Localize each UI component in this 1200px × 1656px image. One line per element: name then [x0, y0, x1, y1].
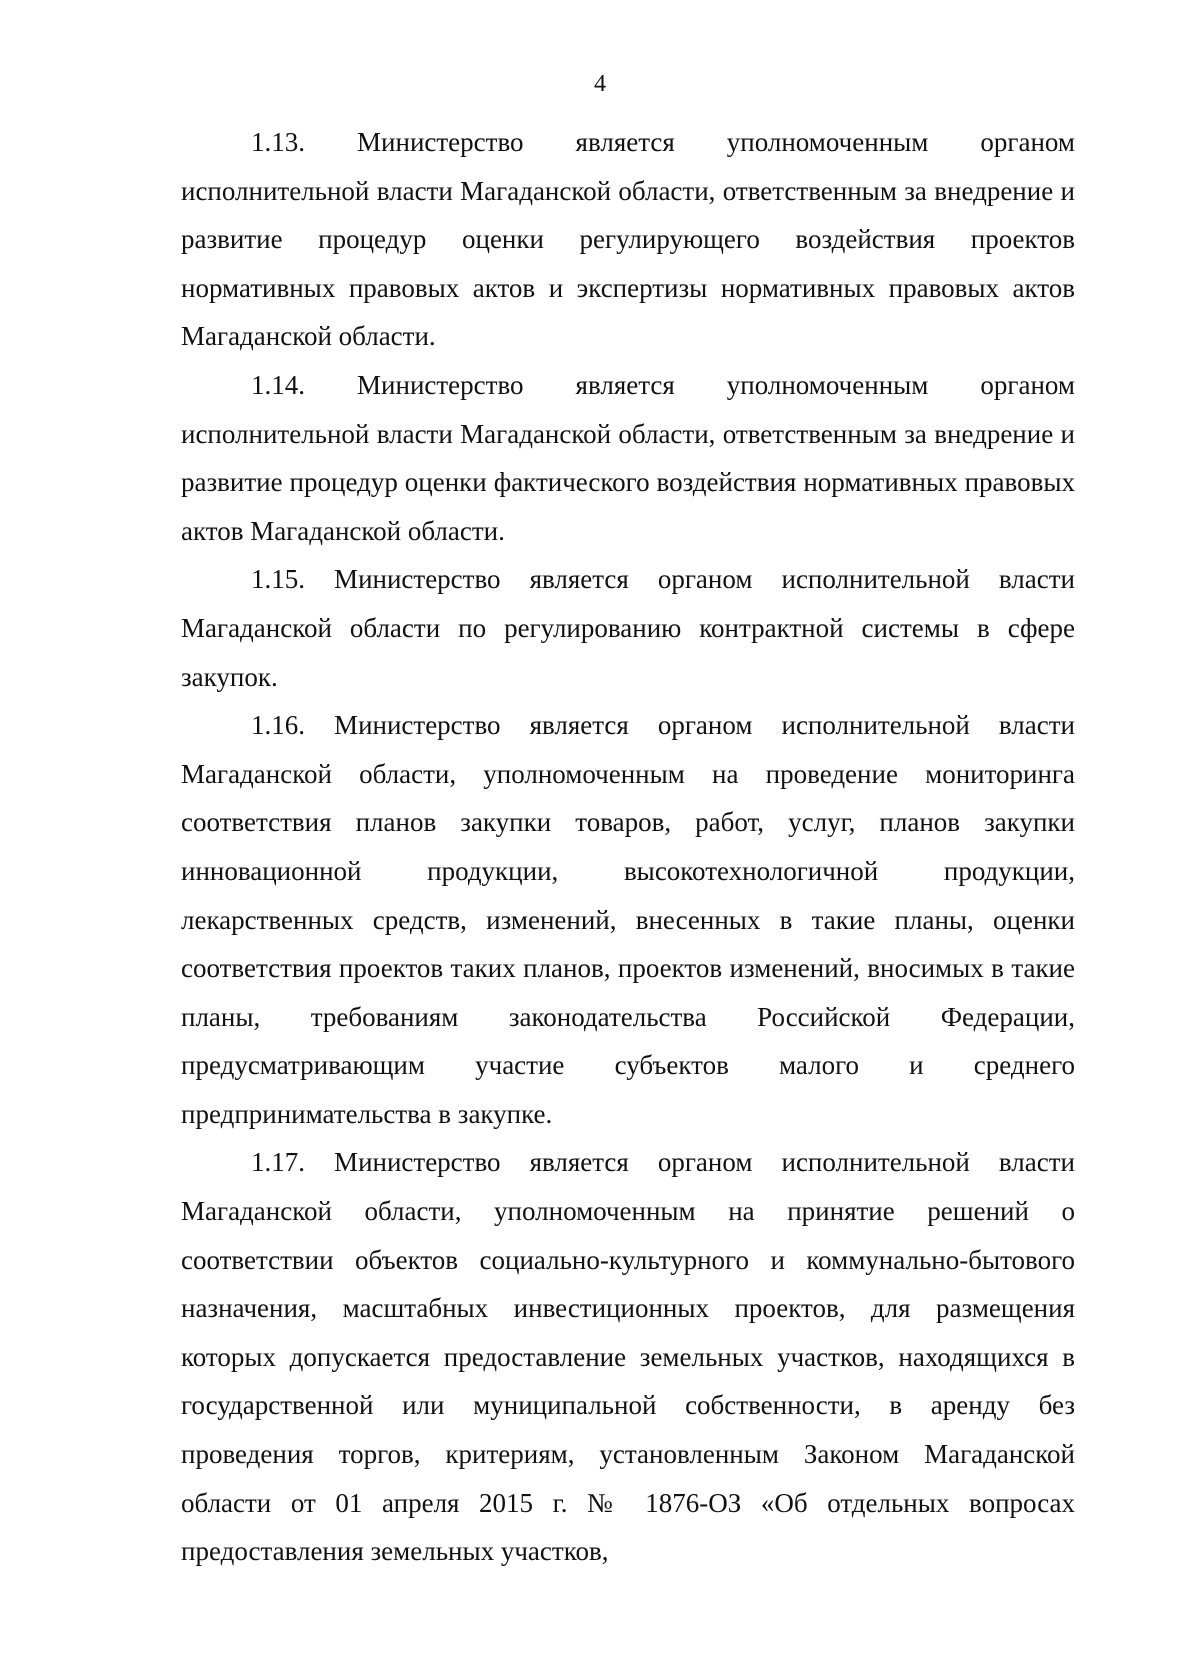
- paragraph-1-13: 1.13. Министерство является уполномоченным органом исполнительной власти Магаданской области, ответственным за внедрение и развитие процедур оценки регулирующего воздействия проектов нормативных правовых актов и экспертизы нормативных правовых актов Магаданской области.: [181, 127, 1075, 352]
- paragraph-1-16: 1.16. Министерство является органом исполнительной власти Магаданской области, уполномоченным на проведение мониторинга соответствия планов закупки товаров, работ, услуг, планов закупки инновационной продукции, высокотехнологичной продукции, лекарственных средств, изменений, внесенных в такие планы, оценки соответствия проектов таких планов, проектов изменений, вносимых в такие планы, требованиям законодательства Российской Федерации, предусматривающим участие субъектов малого и среднего предпринимательства в закупке.: [181, 710, 1075, 1129]
- paragraph-1-15: 1.15. Министерство является органом исполнительной власти Магаданской области по регулированию контрактной системы в сфере закупок.: [181, 564, 1075, 692]
- page-number: 4: [594, 71, 606, 97]
- document-body: [181, 118, 1075, 1576]
- paragraph-1-14: 1.14. Министерство является уполномоченным органом исполнительной власти Магаданской области, ответственным за внедрение и развитие процедур оценки фактического воздействия нормативных правовых актов Магаданской области.: [181, 369, 1075, 546]
- paragraph-1-17: 1.17. Министерство является органом исполнительной власти Магаданской области, уполномоченным на принятие решений о соответствии объектов социально-культурного и коммунально-бытового назначения, масштабных инвестиционных проектов, для размещения которых допускается предоставление земельных участков, находящихся в государственной или муниципальной собственности, в аренду без проведения торгов, критериям, установленным Законом Магаданской области от 01 апреля 2015 г. № 1876-ОЗ «Об отдельных вопросах предоставления земельных участков,: [181, 1147, 1075, 1567]
